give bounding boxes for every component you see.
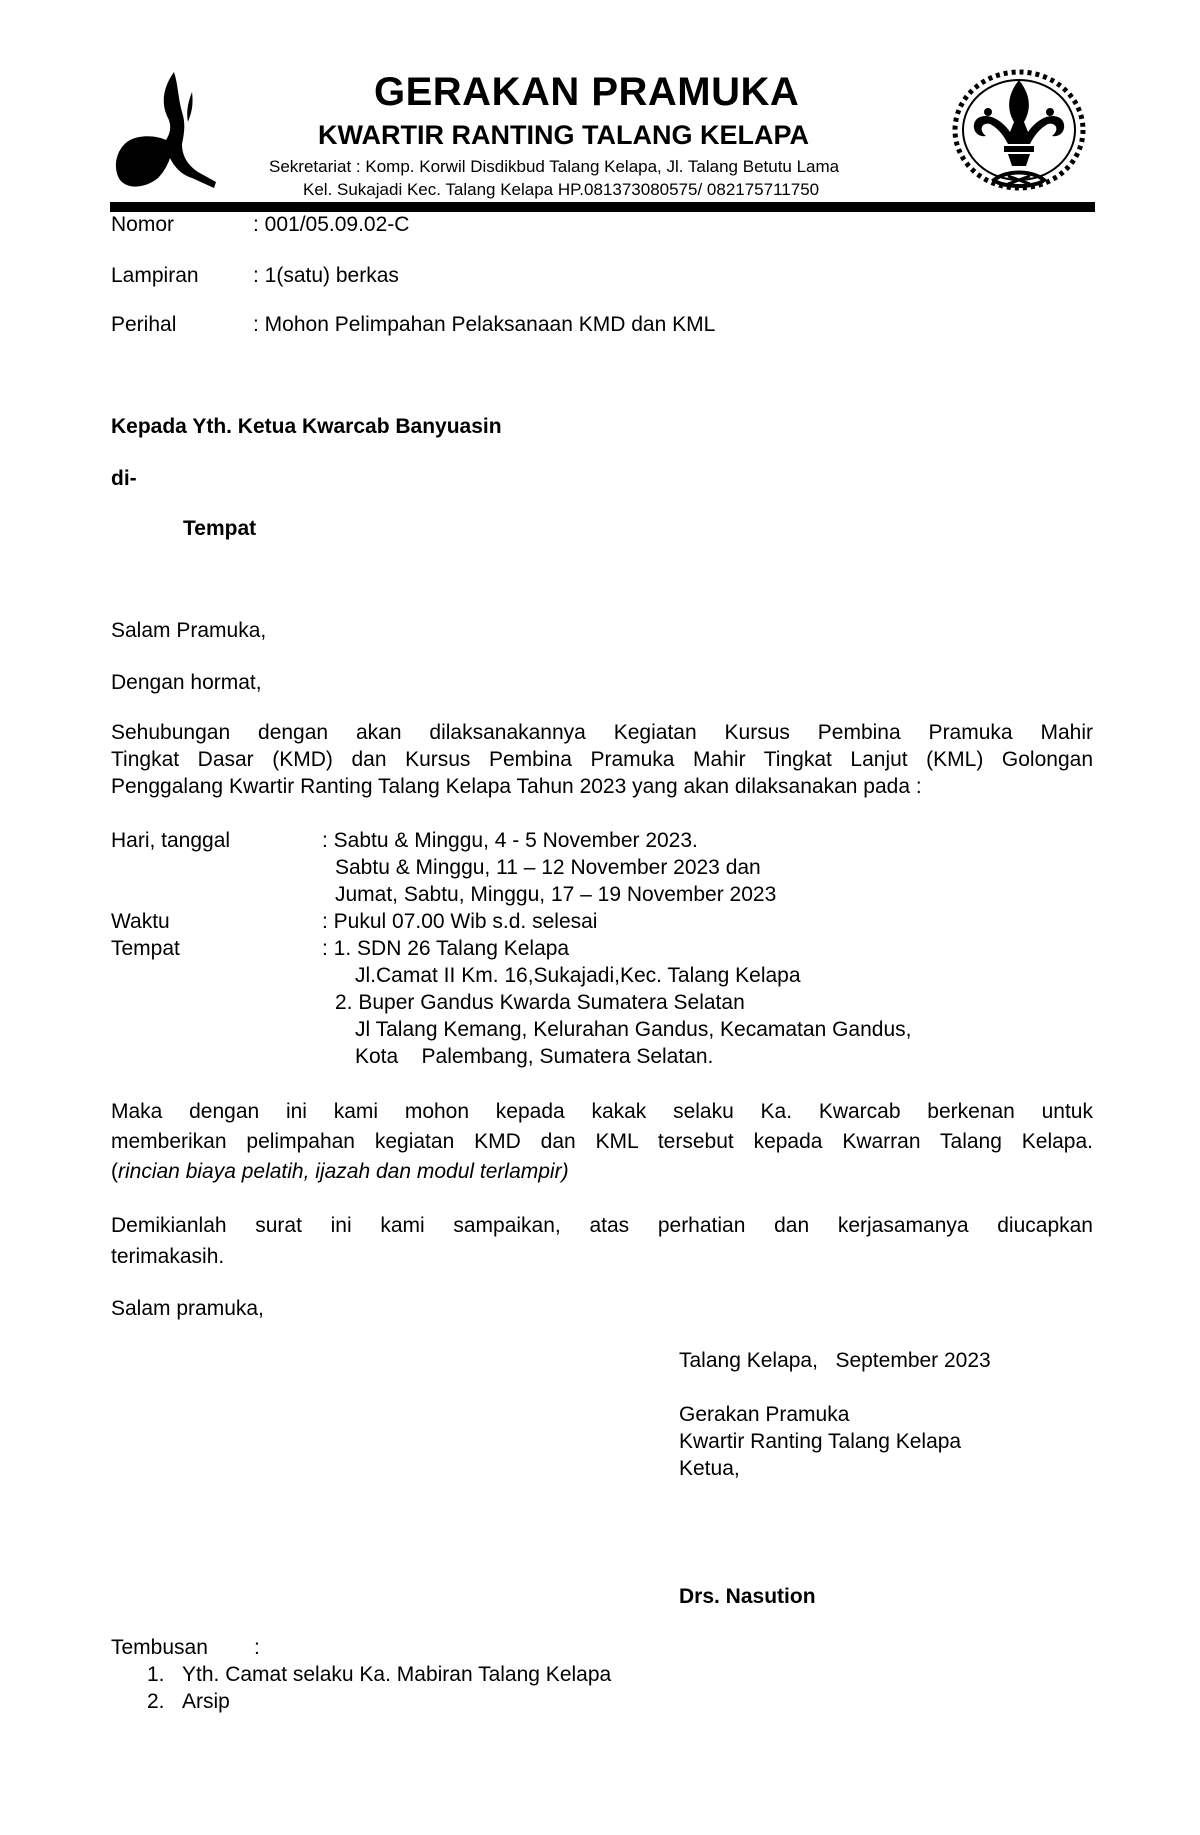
- recipient-line3: Tempat: [183, 517, 257, 540]
- para2-line1: Maka dengan ini kami mohon kepada kakak selaku Ka. Kwarcab berkenan untuk: [111, 1100, 1093, 1123]
- hari-value-1: : Sabtu & Minggu, 4 - 5 November 2023.: [322, 829, 698, 852]
- tunas-kelapa-icon: [112, 68, 222, 194]
- para3-line1: Demikianlah surat ini kami sampaikan, atas perhatian dan kerjasamanya diucapkan: [111, 1214, 1093, 1237]
- closing-salam: Salam pramuka,: [111, 1297, 264, 1320]
- letterhead-address-line1: Sekretariat : Komp. Korwil Disdikbud Talang Kelapa, Jl. Talang Betutu Lama: [269, 157, 840, 176]
- tempat-value-1b: Jl.Camat II Km. 16,Sukajadi,Kec. Talang Kelapa: [355, 964, 801, 987]
- letterhead-address-line2: Kel. Sukajadi Kec. Talang Kelapa HP.081373080575/ 082175711750: [303, 180, 820, 199]
- tembusan-item-1-num: 1.: [147, 1663, 165, 1686]
- signature-place-date: Talang Kelapa, September 2023: [679, 1349, 991, 1372]
- nomor-label: Nomor: [111, 213, 175, 236]
- tembusan-label: Tembusan: [111, 1636, 208, 1659]
- para2-open-paren: (: [111, 1160, 118, 1183]
- signature-org2: Kwartir Ranting Talang Kelapa: [679, 1430, 962, 1453]
- tembusan-colon: :: [254, 1636, 260, 1659]
- hari-value-3: Jumat, Sabtu, Minggu, 17 – 19 November 2023: [335, 883, 777, 906]
- para2-line3: [111, 1158, 569, 1185]
- para1-line1: Sehubungan dengan akan dilaksanakannya Kegiatan Kursus Pembina Pramuka Mahir: [111, 721, 1093, 744]
- perihal-value: : Mohon Pelimpahan Pelaksanaan KMD dan KML: [253, 313, 716, 336]
- para3-line2: terimakasih.: [111, 1245, 225, 1268]
- hari-value-2: Sabtu & Minggu, 11 – 12 November 2023 dan: [335, 856, 761, 879]
- tembusan-item-2-num: 2.: [147, 1690, 165, 1713]
- scout-fleur-de-lis-icon: [948, 66, 1090, 200]
- tembusan-item-1-text: Yth. Camat selaku Ka. Mabiran Talang Kelapa: [182, 1663, 612, 1686]
- tempat-value-2c: Kota Palembang, Sumatera Selatan.: [355, 1045, 714, 1068]
- lampiran-value: : 1(satu) berkas: [253, 264, 399, 287]
- lampiran-label: Lampiran: [111, 264, 199, 287]
- letterhead-subtitle: KWARTIR RANTING TALANG KELAPA: [318, 120, 809, 150]
- para2-italic-note: rincian biaya pelatih, ijazah dan modul terlampir): [118, 1160, 569, 1183]
- tembusan-item-2-text: Arsip: [182, 1690, 230, 1713]
- signature-name: Drs. Nasution: [679, 1585, 816, 1608]
- tempat-value-1: : 1. SDN 26 Talang Kelapa: [322, 937, 570, 960]
- waktu-label: Waktu: [111, 910, 170, 933]
- para2-line2: memberikan pelimpahan kegiatan KMD dan KML tersebut kepada Kwarran Talang Kelapa.: [111, 1130, 1093, 1153]
- hari-label: Hari, tanggal: [111, 829, 231, 852]
- signature-position: Ketua,: [679, 1457, 740, 1480]
- perihal-label: Perihal: [111, 313, 177, 336]
- tempat-value-2b: Jl Talang Kemang, Kelurahan Gandus, Kecamatan Gandus,: [355, 1018, 912, 1041]
- para1-line3: Penggalang Kwartir Ranting Talang Kelapa Tahun 2023 yang akan dilaksanakan pada :: [111, 775, 922, 798]
- greeting-salam: Salam Pramuka,: [111, 619, 267, 642]
- letterhead-title: GERAKAN PRAMUKA: [374, 70, 800, 114]
- recipient-line1: Kepada Yth. Ketua Kwarcab Banyuasin: [111, 415, 502, 438]
- signature-org1: Gerakan Pramuka: [679, 1403, 850, 1426]
- para1-line2: Tingkat Dasar (KMD) dan Kursus Pembina Pramuka Mahir Tingkat Lanjut (KML) Golongan: [111, 748, 1093, 771]
- tempat-label: Tempat: [111, 937, 180, 960]
- recipient-line2: di-: [111, 467, 137, 490]
- greeting-hormat: Dengan hormat,: [111, 671, 262, 694]
- waktu-value: : Pukul 07.00 Wib s.d. selesai: [322, 910, 598, 933]
- tempat-value-2: 2. Buper Gandus Kwarda Sumatera Selatan: [335, 991, 745, 1014]
- nomor-value: : 001/05.09.02-C: [253, 213, 410, 236]
